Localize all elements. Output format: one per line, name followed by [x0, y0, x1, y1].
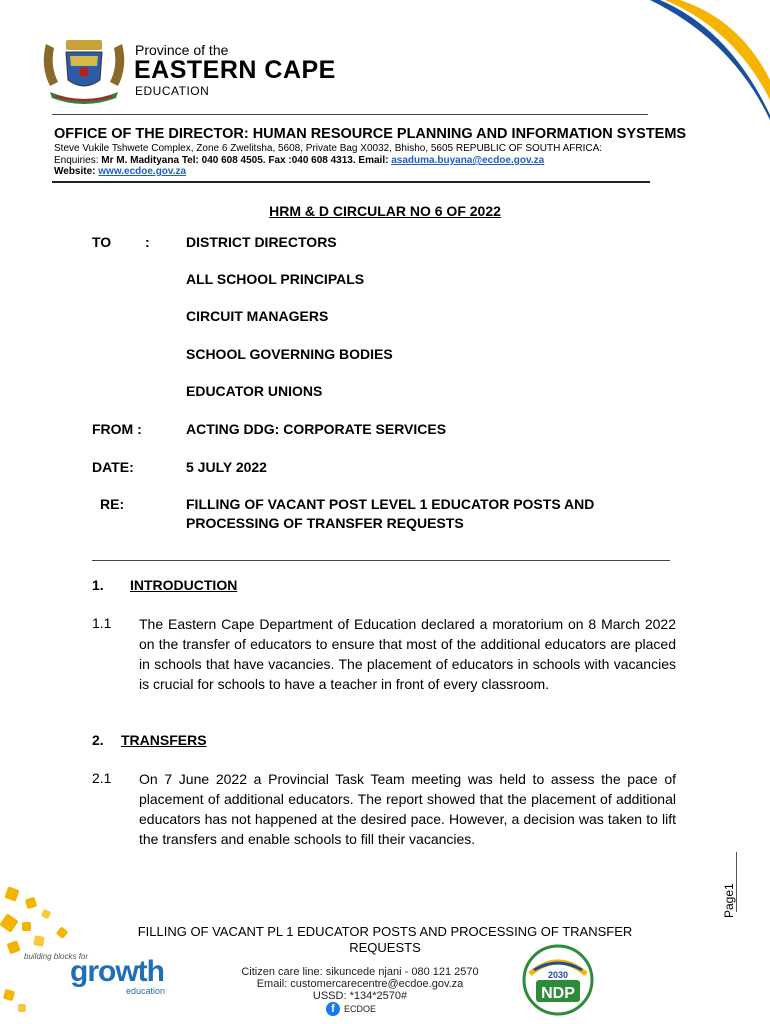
to-colon: : — [145, 234, 150, 250]
facebook-icon[interactable]: f — [326, 1002, 340, 1016]
section-number: 2. — [92, 732, 104, 748]
website-link[interactable]: www.ecdoe.gov.za — [98, 166, 187, 177]
growth-logo-text: growth — [70, 955, 164, 988]
from-label: FROM : — [92, 421, 142, 437]
enquiries-label: Enquiries: — [54, 155, 102, 166]
recipient-item: SCHOOL GOVERNING BODIES — [186, 346, 393, 362]
growth-logo-sub: education — [126, 986, 166, 996]
section-heading-transfers: TRANSFERS — [121, 732, 207, 748]
province-name: EASTERN CAPE — [134, 56, 336, 84]
recipient-item: EDUCATOR UNIONS — [186, 383, 323, 399]
website-line — [54, 166, 186, 177]
recipient-item: DISTRICT DIRECTORS — [186, 234, 337, 250]
circular-title: HRM & D CIRCULAR NO 6 OF 2022 — [269, 203, 501, 219]
recipient-item: ALL SCHOOL PRINCIPALS — [186, 271, 365, 287]
facebook-label: ECDOE — [344, 1004, 377, 1014]
enquiries-line — [54, 155, 544, 166]
subject-divider — [92, 560, 670, 561]
footer-title-line1: FILLING OF VACANT PL 1 EDUCATOR POSTS AND PROCESSING OF TRANSFER — [137, 924, 633, 939]
date-value: 5 JULY 2022 — [186, 459, 267, 475]
paragraph-text: On 7 June 2022 a Provincial Task Team meeting was held to assess the pace of placement of additional educators. The report showed that the placement of additional educators has not happened at the desired pace. However, a decision was taken to lift the transfers and enable schools to fill their vacancies. — [139, 771, 676, 847]
province-of-label: Province of the — [135, 42, 229, 58]
to-label: TO — [92, 234, 112, 250]
header-swoosh-graphic — [620, 0, 770, 120]
paragraph-number: 1.1 — [92, 615, 112, 631]
section-number: 1. — [92, 577, 104, 593]
re-value-line1: FILLING OF VACANT POST LEVEL 1 EDUCATOR POSTS AND — [186, 496, 595, 512]
footer-title-line2: REQUESTS — [349, 940, 421, 955]
office-address: Steve Vukile Tshwete Complex, Zone 6 Zwelitsha, 5608, Private Bag X0032, Bhisho, 5605 REPUBLIC OF SOUTH AFRICA: — [54, 143, 603, 154]
date-label: DATE: — [92, 459, 134, 475]
re-value-line2: PROCESSING OF TRANSFER REQUESTS — [186, 515, 464, 531]
section-heading-introduction: INTRODUCTION — [130, 577, 238, 593]
office-title: OFFICE OF THE DIRECTOR: HUMAN RESOURCE PLANNING AND INFORMATION SYSTEMS — [54, 126, 687, 142]
coat-of-arms-icon — [36, 36, 132, 106]
paragraph-number: 2.1 — [92, 770, 112, 786]
recipient-item: CIRCUIT MANAGERS — [186, 308, 329, 324]
ndp-label: NDP — [541, 985, 575, 1002]
header-divider — [52, 114, 648, 115]
page-number: Page1 — [722, 883, 736, 918]
email-link[interactable]: asaduma.buyana@ecdoe.gov.za — [391, 155, 545, 166]
growth-tagline: building blocks for — [24, 952, 89, 961]
citizen-care-line: Citizen care line: sikuncede njani - 080 121 2570 — [241, 966, 479, 978]
website-label: Website: — [54, 166, 99, 177]
re-label: RE: — [100, 496, 125, 512]
ndp-2030-logo-icon — [522, 944, 594, 1016]
office-divider — [52, 181, 650, 183]
paragraph-text: The Eastern Cape Department of Education declared a moratorium on 8 March 2022 on the transfer of educators to ensure that most of the additional educators are placed in schools that have vacancies. The placement of educators in schools with vacancies is crucial for schools to have a teacher in front of every classroom. — [139, 616, 676, 692]
page-number-rule — [736, 852, 737, 912]
customer-care-email: Email: customercarecentre@ecdoe.gov.za — [256, 978, 464, 990]
ndp-year: 2030 — [547, 970, 569, 980]
department-name: EDUCATION — [135, 84, 210, 98]
enquiries-text: Mr M. Madityana Tel: 040 608 4505. Fax :040 608 4313. Email: — [101, 155, 392, 166]
from-value: ACTING DDG: CORPORATE SERVICES — [186, 421, 447, 437]
ussd-line: USSD: *134*2570# — [312, 990, 408, 1002]
